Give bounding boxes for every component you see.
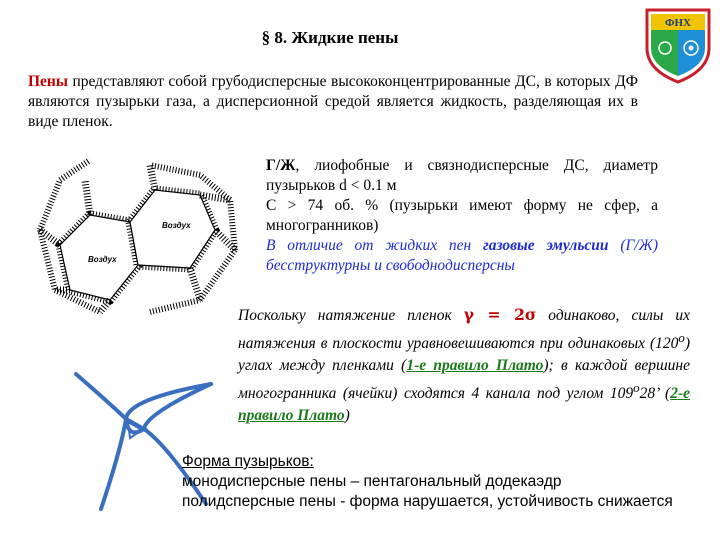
bubble-forms-section [182, 452, 712, 512]
plateau-text-1: Поскольку натяжение пленок [238, 307, 464, 324]
gas-liquid-term: Г/Ж [266, 157, 296, 174]
plateau-rules-paragraph [238, 304, 690, 427]
degree-sup-2: о [633, 380, 640, 396]
plateau-text-2: одинаково, силы их натяжения в плоскости уравновешиваются при одинаковых (120 [238, 307, 690, 353]
plateau-rule-1: 1-е правило Плато [406, 357, 544, 375]
bubble-forms-heading: Форма пузырьков: [182, 453, 314, 470]
gas-emulsion-post: (Г/Ж) бесструктурны и свободнодисперсны [266, 237, 658, 274]
intro-paragraph [28, 72, 638, 132]
gas-emulsion-term: газовые эмульсии [483, 237, 609, 254]
gas-emulsion-pre: В отличие от жидких пен [266, 237, 484, 254]
plateau-text-4: ); в каждой вершине многогранника (ячейки) сходятся 4 канала под углом 109 [238, 357, 690, 403]
gas-liquid-text: , лиофобные и связнодисперсные ДС, диаметр пузырьков d < 0.1 м [266, 157, 658, 194]
tension-formula: γ = 2σ [463, 305, 537, 324]
foam-structure-figure [30, 150, 250, 320]
logo-text: ФНХ [665, 17, 691, 29]
bubble-forms-poly: полидсперсные пены - форма нарушается, устойчивость снижается [182, 493, 673, 510]
intro-text: представляют собой грубодисперсные высококонцентрированные ДС, в которых ДФ являются пузырьки газа, а дисперсионной средой является жидкость, разделяющая их в виде пленок. [28, 73, 638, 130]
gas-liquid-description [266, 156, 658, 276]
plateau-text-3: ) углах между пленками ( [238, 335, 690, 375]
gas-liquid-line1 [266, 156, 658, 196]
page-title: § 8. Жидкие пены [261, 28, 399, 47]
gas-liquid-line2: С > 74 об. % (пузырьки имеют форму не сфер, а многогранников) [266, 197, 658, 234]
plateau-text-5: 28’ ( [639, 385, 671, 403]
plateau-text-6: ) [344, 407, 350, 425]
department-logo [643, 4, 713, 84]
degree-sup-1: о [678, 330, 685, 345]
air-label-bottom: Воздух [88, 255, 117, 264]
gas-emulsion-note [266, 236, 658, 276]
bubble-forms-mono: монодисперсные пены – пентагональный додекаэдр [182, 473, 562, 490]
foam-term: Пены [28, 73, 68, 90]
air-label-top: Воздух [162, 221, 191, 230]
plateau-rule-2: 2-е правило Плато [238, 385, 690, 425]
